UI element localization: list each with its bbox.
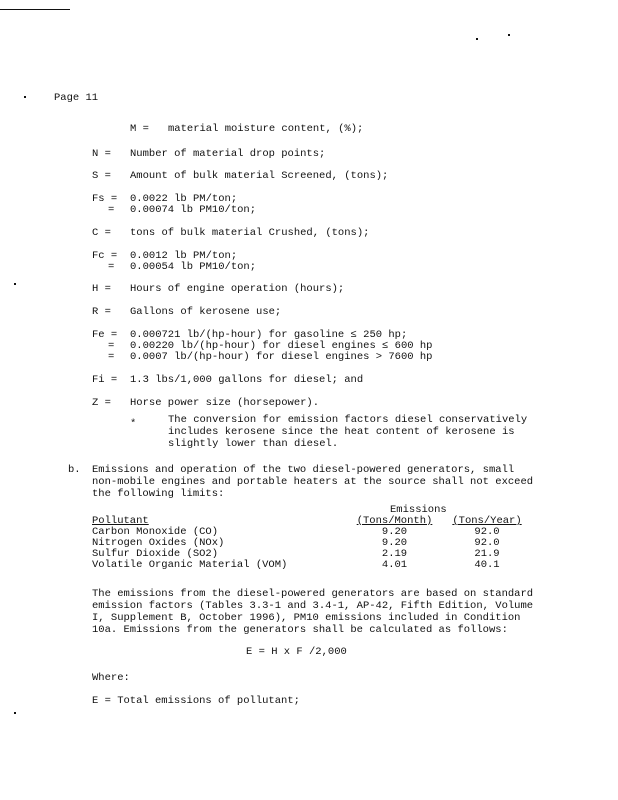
paragraph-line: 10a. Emissions from the generators shall be calculated as follows: (92, 624, 508, 636)
yearly-cell: 92.0 (474, 526, 500, 538)
section-label: b. (68, 464, 81, 476)
header-pollutant: Pollutant (92, 515, 149, 527)
pollutant-cell: Volatile Organic Material (VOM) (92, 559, 288, 571)
footnote-line: slightly lower than diesel. (168, 438, 339, 450)
def-text: Amount of bulk material Screened, (tons); (130, 170, 389, 182)
def-text: 0.000721 lb/(hp-hour) for gasoline ≤ 250 hp; (130, 329, 408, 341)
def-text: 0.00074 lb PM10/ton; (130, 204, 257, 216)
def-symbol: R = (92, 306, 111, 318)
yearly-cell: 92.0 (474, 537, 500, 549)
def-text: tons of bulk material Crushed, (tons); (130, 227, 370, 239)
def-text: Number of material drop points; (130, 148, 326, 160)
def-text: 0.00220 lb/(hp-hour) for diesel engines ≤ 600 hp (130, 340, 433, 352)
def-symbol: Fi = (92, 374, 118, 386)
monthly-cell: 4.01 (381, 559, 408, 571)
section-line: non-mobile engines and portable heaters at the source shall not exceed (92, 476, 534, 488)
def-text: 0.00054 lb PM10/ton; (130, 261, 257, 273)
footnote-line: includes kerosene since the heat content of kerosene is (168, 426, 515, 438)
def-text: 1.3 lbs/1,000 gallons for diesel; and (130, 374, 364, 386)
def-symbol: Z = (92, 397, 111, 409)
def-symbol: C = (92, 227, 111, 239)
header-rule (0, 9, 70, 10)
paragraph-line: The emissions from the diesel-powered generators are based on standard (92, 588, 534, 600)
paragraph-line: emission factors (Tables 3.3-1 and 3.4-1, AP-42, Fifth Edition, Volume (92, 600, 534, 612)
footnote-line: The conversion for emission factors diesel conservatively (168, 414, 528, 426)
scan-speck (14, 712, 16, 714)
def-text: Gallons of kerosene use; (130, 306, 282, 318)
def-symbol: H = (92, 283, 111, 295)
def-symbol: = (108, 340, 115, 352)
def-text: 0.0012 lb PM/ton; (130, 250, 238, 262)
paragraph-line: I, Supplement B, October 1996), PM10 emissions included in Condition (92, 612, 521, 624)
def-text: 0.0022 lb PM/ton; (130, 193, 238, 205)
table-group-header: Emissions (390, 504, 447, 516)
pollutant-cell: Carbon Monoxide (CO) (92, 526, 219, 538)
pollutant-cell: Nitrogen Oxides (NOx) (92, 537, 225, 549)
header-tons-month: (Tons/Month) (356, 515, 433, 527)
emissions-table (92, 516, 532, 571)
def-symbol: M = (130, 123, 149, 135)
def-total-emissions: E = Total emissions of pollutant; (92, 695, 300, 707)
scan-speck (14, 283, 16, 285)
footnote-marker: * (130, 418, 137, 430)
def-text: 0.0007 lb/(hp-hour) for diesel engines > 7600 hp (130, 351, 433, 363)
section-line: Emissions and operation of the two diesel-powered generators, small (92, 464, 515, 476)
page-number: Page 11 (54, 92, 99, 104)
scan-speck (476, 38, 478, 40)
def-symbol: Fc = (92, 250, 118, 262)
def-symbol: S = (92, 170, 111, 182)
def-symbol: = (108, 261, 115, 273)
def-text: Hours of engine operation (hours); (130, 283, 345, 295)
scan-speck (24, 96, 26, 98)
def-text: Horse power size (horsepower). (130, 397, 320, 409)
monthly-cell: 9.20 (381, 537, 408, 549)
where-label: Where: (92, 672, 130, 684)
def-text: material moisture content, (%); (168, 123, 364, 135)
scan-speck (508, 34, 510, 36)
section-line: the following limits: (92, 488, 225, 500)
pollutant-cell: Sulfur Dioxide (SO2) (92, 548, 219, 560)
def-symbol: = (108, 204, 115, 216)
header-tons-year: (Tons/Year) (452, 515, 522, 527)
def-symbol: Fs = (92, 193, 118, 205)
def-symbol: N = (92, 148, 111, 160)
yearly-cell: 40.1 (474, 559, 500, 571)
def-symbol: = (108, 351, 115, 363)
monthly-cell: 9.20 (381, 526, 408, 538)
yearly-cell: 21.9 (474, 548, 500, 560)
equation: E = H x F /2,000 (246, 646, 347, 658)
def-symbol: Fe = (92, 329, 118, 341)
monthly-cell: 2.19 (381, 548, 408, 560)
table-row (92, 560, 532, 571)
